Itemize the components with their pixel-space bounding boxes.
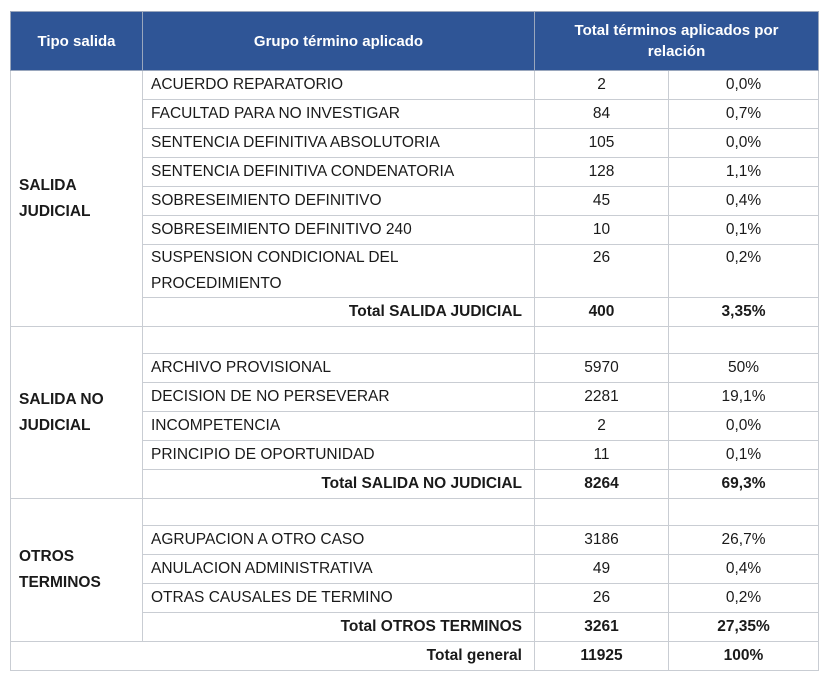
row-pct: 0,2% xyxy=(669,245,819,298)
header-total-line1: Total términos aplicados por xyxy=(574,22,779,39)
row-name: SOBRESEIMIENTO DEFINITIVO 240 xyxy=(143,216,535,245)
row-name: SENTENCIA DEFINITIVA CONDENATORIA xyxy=(143,158,535,187)
row-name: SENTENCIA DEFINITIVA ABSOLUTORIA xyxy=(143,129,535,158)
group-label-salida-judicial: SALIDA JUDICIAL xyxy=(11,71,143,327)
total-label: Total OTROS TERMINOS xyxy=(143,613,535,642)
row-pct: 0,1% xyxy=(669,441,819,470)
group-label-otros-terminos: OTROS TERMINOS xyxy=(11,499,143,642)
row-count: 2 xyxy=(535,412,669,441)
row-count: 26 xyxy=(535,245,669,298)
header-grupo-termino: Grupo término aplicado xyxy=(143,12,535,71)
row-count: 2 xyxy=(535,71,669,100)
row-pct: 0,0% xyxy=(669,412,819,441)
total-count: 400 xyxy=(535,298,669,327)
total-count: 3261 xyxy=(535,613,669,642)
total-count: 8264 xyxy=(535,470,669,499)
row-pct: 0,7% xyxy=(669,100,819,129)
row-name: ANULACION ADMINISTRATIVA xyxy=(143,555,535,584)
group-label-salida-no-judicial: SALIDA NO JUDICIAL xyxy=(11,327,143,499)
total-pct: 69,3% xyxy=(669,470,819,499)
row-name: INCOMPETENCIA xyxy=(143,412,535,441)
row-name: SUSPENSION CONDICIONAL DEL PROCEDIMIENTO xyxy=(143,245,535,298)
grand-total-label: Total general xyxy=(11,642,535,671)
row-name: OTRAS CAUSALES DE TERMINO xyxy=(143,584,535,613)
row-count: 10 xyxy=(535,216,669,245)
header-total-line2: relación xyxy=(647,43,706,60)
total-pct: 27,35% xyxy=(669,613,819,642)
table-row-blank xyxy=(11,499,819,526)
table-row-blank xyxy=(11,327,819,354)
row-name: DECISION DE NO PERSEVERAR xyxy=(143,383,535,412)
row-count: 105 xyxy=(535,129,669,158)
row-name: ARCHIVO PROVISIONAL xyxy=(143,354,535,383)
total-label: Total SALIDA JUDICIAL xyxy=(143,298,535,327)
blank-cell xyxy=(669,327,819,354)
row-pct: 1,1% xyxy=(669,158,819,187)
header-tipo-salida: Tipo salida xyxy=(11,12,143,71)
row-count: 5970 xyxy=(535,354,669,383)
row-pct: 19,1% xyxy=(669,383,819,412)
row-pct: 50% xyxy=(669,354,819,383)
row-pct: 26,7% xyxy=(669,526,819,555)
table-row xyxy=(11,71,819,100)
row-name: PRINCIPIO DE OPORTUNIDAD xyxy=(143,441,535,470)
row-name: FACULTAD PARA NO INVESTIGAR xyxy=(143,100,535,129)
row-name: AGRUPACION A OTRO CASO xyxy=(143,526,535,555)
terminos-table xyxy=(10,11,819,671)
row-count: 3186 xyxy=(535,526,669,555)
grand-total-row xyxy=(11,642,819,671)
row-pct: 0,2% xyxy=(669,584,819,613)
row-pct: 0,0% xyxy=(669,129,819,158)
row-count: 128 xyxy=(535,158,669,187)
row-count: 11 xyxy=(535,441,669,470)
row-name: SOBRESEIMIENTO DEFINITIVO xyxy=(143,187,535,216)
blank-cell xyxy=(669,499,819,526)
row-name: ACUERDO REPARATORIO xyxy=(143,71,535,100)
row-pct: 0,4% xyxy=(669,187,819,216)
row-pct: 0,1% xyxy=(669,216,819,245)
row-count: 45 xyxy=(535,187,669,216)
row-count: 84 xyxy=(535,100,669,129)
header-total-terminos xyxy=(535,12,819,71)
row-pct: 0,0% xyxy=(669,71,819,100)
blank-cell xyxy=(535,327,669,354)
grand-total-pct: 100% xyxy=(669,642,819,671)
row-count: 26 xyxy=(535,584,669,613)
grand-total-count: 11925 xyxy=(535,642,669,671)
total-label: Total SALIDA NO JUDICIAL xyxy=(143,470,535,499)
total-pct: 3,35% xyxy=(669,298,819,327)
blank-cell xyxy=(535,499,669,526)
row-pct: 0,4% xyxy=(669,555,819,584)
blank-cell xyxy=(143,499,535,526)
row-count: 2281 xyxy=(535,383,669,412)
row-count: 49 xyxy=(535,555,669,584)
header-row xyxy=(11,12,819,71)
blank-cell xyxy=(143,327,535,354)
